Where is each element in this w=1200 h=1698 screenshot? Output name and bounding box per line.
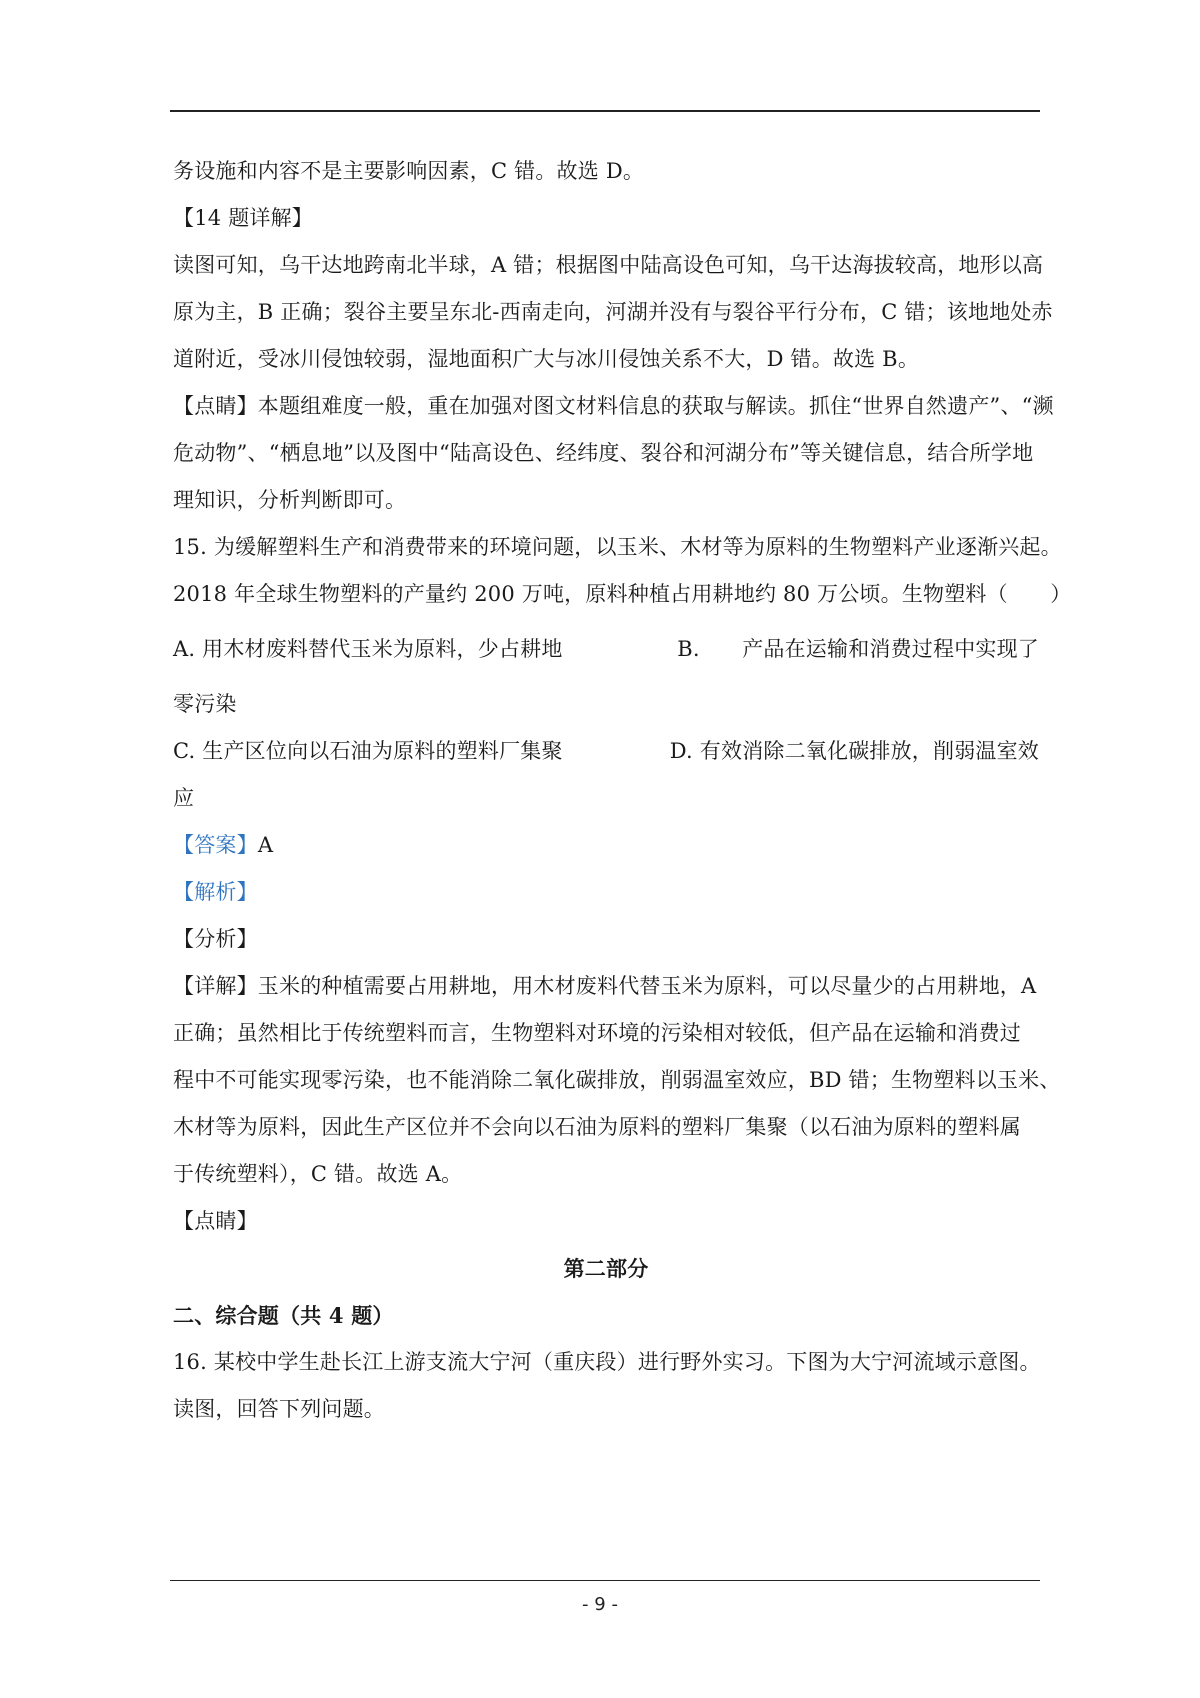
text-line: 务设施和内容不是主要影响因素，C 错。故选 D。 bbox=[173, 159, 645, 183]
option-c: C. 生产区位向以石油为原料的塑料厂集聚 bbox=[173, 739, 563, 763]
option-b: B. 产品在运输和消费过程中实现了 bbox=[677, 637, 1039, 661]
question-16-stem: 读图，回答下列问题。 bbox=[173, 1397, 385, 1421]
page-content bbox=[173, 148, 1072, 1433]
detail-text: 木材等为原料，因此生产区位并不会向以石油为原料的塑料厂集聚（以石油为原料的塑料属 bbox=[173, 1115, 1021, 1139]
section-heading: 二、综合题（共 4 题） bbox=[173, 1303, 394, 1328]
option-d-continued: 应 bbox=[173, 786, 195, 810]
sub-question-heading: 【14 题详解】 bbox=[173, 206, 313, 230]
options-row-cd bbox=[173, 728, 1039, 775]
text-line: 原为主，B 正确；裂谷主要呈东北-西南走向，河湖并没有与裂谷平行分布，C 错；该地地处赤 bbox=[173, 300, 1053, 324]
option-d: D. 有效消除二氧化碳排放，削弱温室效 bbox=[669, 739, 1039, 763]
question-15-stem: 15. 为缓解塑料生产和消费带来的环境问题，以玉米、木材等为原料的生物塑料产业逐渐兴起。 bbox=[173, 535, 1062, 559]
page-number: - 9 - bbox=[582, 1594, 618, 1615]
detail-text: 正确；虽然相比于传统塑料而言，生物塑料对环境的污染相对较低，但产品在运输和消费过 bbox=[173, 1021, 1021, 1045]
part-heading: 第二部分 bbox=[563, 1256, 649, 1281]
text-line: 危动物”、“栖息地”以及图中“陆高设色、经纬度、裂谷和河湖分布”等关键信息，结合所学地 bbox=[173, 441, 1034, 465]
option-a: A. 用木材废料替代玉米为原料，少占耕地 bbox=[173, 637, 563, 661]
header-rule bbox=[170, 110, 1040, 112]
detail-text: 于传统塑料），C 错。故选 A。 bbox=[173, 1162, 463, 1186]
question-15-stem: 2018 年全球生物塑料的产量约 200 万吨，原料种植占用耕地约 80 万公顷。生物塑料（ ） bbox=[173, 582, 1072, 606]
fenxi-label: 【分析】 bbox=[173, 927, 258, 951]
answer-value: A bbox=[257, 833, 274, 857]
options-row-ab bbox=[173, 626, 1039, 673]
text-line: 道附近，受冰川侵蚀较弱，湿地面积广大与冰川侵蚀关系不大，D 错。故选 B。 bbox=[173, 347, 920, 371]
detail-text: 程中不可能实现零污染，也不能消除二氧化碳排放，削弱温室效应，BD 错；生物塑料以玉米、 bbox=[173, 1068, 1061, 1092]
answer-line bbox=[173, 822, 1039, 869]
analysis-label: 【解析】 bbox=[173, 880, 258, 904]
footer-rule bbox=[170, 1580, 1040, 1581]
question-16-stem: 16. 某校中学生赴长江上游支流大宁河（重庆段）进行野外实习。下图为大宁河流域示意图。 bbox=[173, 1350, 1041, 1374]
text-line: 【点睛】本题组难度一般，重在加强对图文材料信息的获取与解读。抓住“世界自然遗产”、“濒 bbox=[173, 394, 1054, 418]
answer-label: 【答案】 bbox=[173, 833, 258, 857]
detail-text: 【详解】玉米的种植需要占用耕地，用木材废料代替玉米为原料，可以尽量少的占用耕地，A bbox=[173, 974, 1037, 998]
text-line: 理知识，分析判断即可。 bbox=[173, 488, 407, 512]
option-b-continued: 零污染 bbox=[173, 692, 237, 716]
dianjing-label: 【点睛】 bbox=[173, 1209, 258, 1233]
text-line: 读图可知，乌干达地跨南北半球，A 错；根据图中陆高设色可知，乌干达海拔较高，地形以高 bbox=[173, 253, 1044, 277]
